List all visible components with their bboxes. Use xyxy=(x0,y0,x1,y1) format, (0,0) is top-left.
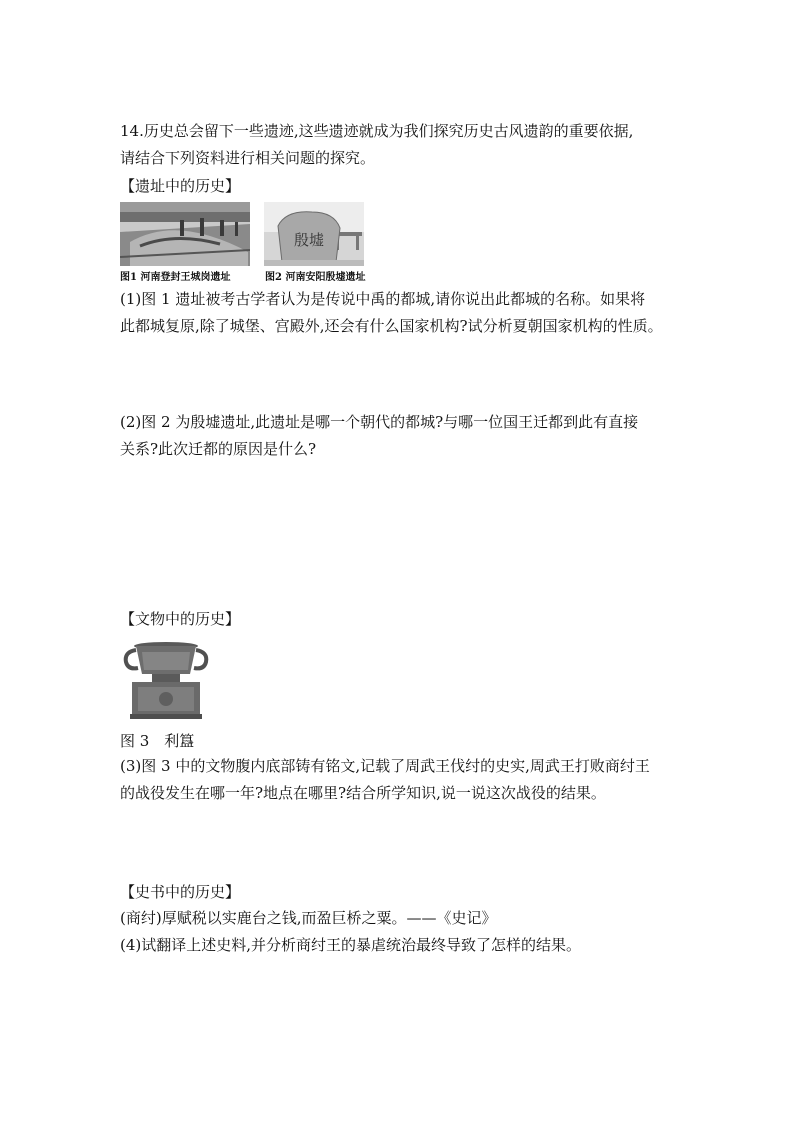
q1-line1: (1)图 1 遗址被考古学者认为是传说中禹的都城,请你说出此都城的名称。如果将 xyxy=(120,290,646,308)
figure2-caption: 图2 河南安阳殷墟遗址 xyxy=(265,272,366,283)
section-heading-sites: 【遗址中的历史】 xyxy=(120,177,241,195)
q1-line2: 此都城复原,除了城堡、宫殿外,还会有什么国家机构?试分析夏朝国家机构的性质。 xyxy=(120,317,663,335)
question-intro-line2: 请结合下列资料进行相关问题的探究。 xyxy=(120,149,376,167)
figure1-caption: 图1 河南登封王城岗遗址 xyxy=(120,272,231,283)
section-heading-artifacts: 【文物中的历史】 xyxy=(120,610,241,628)
wangchenggang-site-photo xyxy=(120,202,250,266)
yinxu-site-photo xyxy=(264,202,364,266)
stone-inscription: 殷墟 xyxy=(293,231,325,249)
q3-line2: 的战役发生在哪一年?地点在哪里?结合所学知识,说一说这次战役的结果。 xyxy=(120,784,606,802)
q2-line2: 关系?此次迁都的原因是什么? xyxy=(120,440,317,458)
question-intro-line1: 14.历史总会留下一些遗迹,这些遗迹就成为我们探究历史古风遗韵的重要依据, xyxy=(120,122,634,140)
historical-quote: (商纣)厚赋税以实鹿台之钱,而盈巨桥之粟。——《史记》 xyxy=(120,909,497,927)
ligui-bronze-photo xyxy=(120,640,212,720)
section-heading-records: 【史书中的历史】 xyxy=(120,883,241,901)
q3-line1: (3)图 3 中的文物腹内底部铸有铭文,记载了周武王伐纣的史实,周武王打败商纣王 xyxy=(120,757,650,775)
q2-line1: (2)图 2 为殷墟遗址,此遗址是哪一个朝代的都城?与哪一位国王迁都到此有直接 xyxy=(120,413,639,431)
q4-line1: (4)试翻译上述史料,并分析商纣王的暴虐统治最终导致了怎样的结果。 xyxy=(120,936,582,954)
figure3-caption: 图 3 利簋 xyxy=(120,732,195,750)
